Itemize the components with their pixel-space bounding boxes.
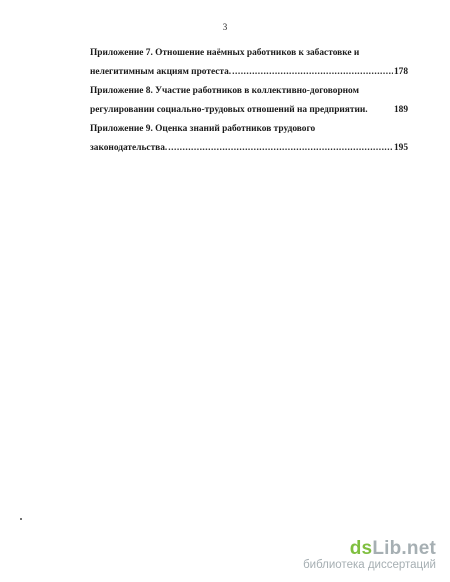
toc-page-number: 189 [393, 105, 408, 115]
scan-speck [20, 518, 22, 520]
watermark [303, 539, 436, 572]
dot-leader [168, 139, 393, 158]
toc-entry-continuation-line [90, 101, 408, 120]
toc-entry-title-continuation: законодательства. [90, 143, 168, 153]
toc-entry-title-line [90, 82, 408, 101]
toc-entry-appendix-8 [90, 82, 408, 120]
toc-entry-continuation-line [90, 63, 408, 82]
toc-entry-appendix-7 [90, 44, 408, 82]
toc-page-number: 178 [393, 67, 408, 77]
toc-entry-title-continuation: нелегитимным акциям протеста. [90, 67, 232, 77]
watermark-logo-suffix: Lib.net [372, 538, 436, 559]
toc-entry-title-continuation: регулировании социально-трудовых отношений на предприятии. [90, 105, 368, 115]
page-number: 3 [222, 22, 228, 32]
toc-entry-title: Приложение 8. Участие работников в коллективно-договорном [90, 86, 359, 96]
toc-entry-title-line [90, 120, 408, 139]
dot-leader [232, 63, 393, 82]
toc-entry-appendix-9 [90, 120, 408, 158]
toc-entry-continuation-line [90, 139, 408, 158]
table-of-contents [90, 44, 408, 158]
watermark-caption: библиотека диссертаций [303, 559, 436, 571]
watermark-logo [303, 539, 436, 559]
watermark-logo-prefix: ds [349, 538, 373, 559]
toc-entry-title: Приложение 7. Отношение наёмных работников к забастовке и [90, 48, 360, 58]
toc-entry-title: Приложение 9. Оценка знаний работников трудового [90, 124, 316, 134]
toc-page-number: 195 [393, 143, 408, 153]
toc-entry-title-line [90, 44, 408, 63]
